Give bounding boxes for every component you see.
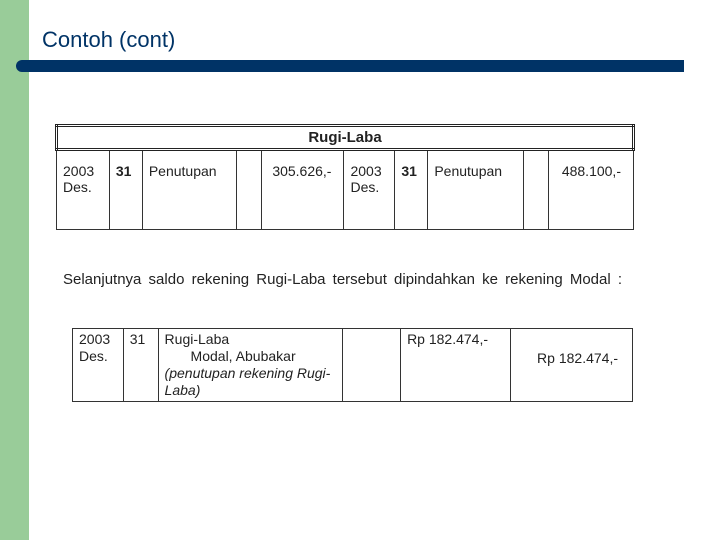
debit-ref bbox=[236, 150, 261, 230]
credit-day: 31 bbox=[395, 150, 428, 230]
ledger-row bbox=[57, 150, 634, 230]
credit-ref bbox=[524, 150, 549, 230]
credit-amount: 488.100,- bbox=[549, 150, 634, 230]
journal-credit-amount: Rp 182.474,- bbox=[537, 350, 618, 366]
ledger-table bbox=[55, 124, 635, 230]
journal-credit-account: Modal, Abubakar bbox=[190, 348, 296, 364]
credit-date: 2003 Des. bbox=[344, 150, 395, 230]
journal-credit-cell bbox=[511, 329, 633, 402]
journal-row bbox=[73, 329, 633, 402]
transfer-paragraph: Selanjutnya saldo rekening Rugi-Laba tersebut dipindahkan ke rekening Modal : bbox=[63, 271, 623, 288]
journal-note: (penutupan rekening Rugi-Laba) bbox=[164, 365, 331, 398]
journal-day: 31 bbox=[123, 329, 158, 402]
journal-debit-amount: Rp 182.474,- bbox=[401, 329, 511, 402]
left-decorative-band bbox=[0, 0, 29, 540]
debit-amount: 305.626,- bbox=[261, 150, 344, 230]
ledger-header-row bbox=[57, 126, 634, 150]
ledger-title: Rugi-Laba bbox=[57, 126, 634, 150]
journal-date: 2003 Des. bbox=[73, 329, 124, 402]
credit-description: Penutupan bbox=[428, 150, 524, 230]
debit-day: 31 bbox=[109, 150, 142, 230]
journal-ref bbox=[343, 329, 401, 402]
journal-accounts bbox=[158, 329, 343, 402]
debit-date: 2003 Des. bbox=[57, 150, 110, 230]
debit-description: Penutupan bbox=[142, 150, 236, 230]
title-rule bbox=[16, 60, 684, 72]
journal-debit-account: Rugi-Laba bbox=[164, 331, 230, 347]
slide-title: Contoh (cont) bbox=[42, 27, 176, 52]
journal-table bbox=[72, 328, 633, 402]
